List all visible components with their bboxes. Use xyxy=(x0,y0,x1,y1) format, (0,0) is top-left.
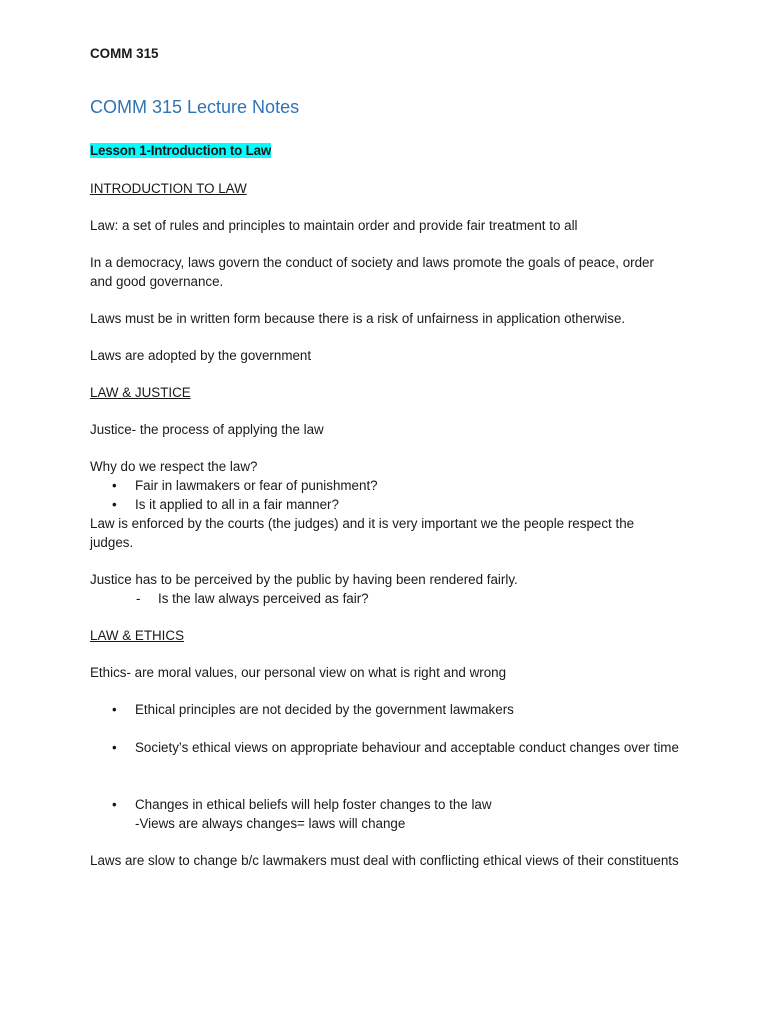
section-heading-ethics: LAW & ETHICS xyxy=(90,628,184,643)
list-item-text: Is it applied to all in a fair manner? xyxy=(135,497,339,512)
paragraph-law-definition: Law: a set of rules and principles to maintain order and provide fair treatment to all xyxy=(90,218,578,233)
subnote-views-change: -Views are always changes= laws will change xyxy=(135,816,406,831)
bullet-icon: • xyxy=(112,740,117,755)
list-item xyxy=(90,700,680,719)
document-body xyxy=(90,44,680,870)
bullet-icon: • xyxy=(112,497,117,512)
section-heading-justice: LAW & JUSTICE xyxy=(90,385,191,400)
list-item-text: Is the law always perceived as fair? xyxy=(158,591,369,606)
list-item xyxy=(90,795,680,814)
paragraph-adopted-by-government: Laws are adopted by the government xyxy=(90,348,312,363)
list-item xyxy=(90,495,680,514)
document-header: COMM 315 xyxy=(90,46,159,61)
list-item xyxy=(90,738,680,757)
paragraph-slow-to-change: Laws are slow to change b/c lawmakers must deal with conflicting ethical views of their constituents xyxy=(90,853,679,868)
dash-list xyxy=(90,589,680,608)
list-item-text: Society’s ethical views on appropriate behaviour and acceptable conduct changes over time xyxy=(135,740,679,755)
paragraph-democracy: In a democracy, laws govern the conduct of society and laws promote the goals of peace, order and good governance. xyxy=(90,255,654,289)
section-heading-introduction: INTRODUCTION TO LAW xyxy=(90,181,247,196)
bullet-list-respect xyxy=(90,476,680,514)
list-item-text: Fair in lawmakers or fear of punishment? xyxy=(135,478,378,493)
bullet-icon: • xyxy=(112,478,117,493)
paragraph-why-respect: Why do we respect the law? xyxy=(90,459,258,474)
paragraph-justice-definition: Justice- the process of applying the law xyxy=(90,422,324,437)
dash-icon: - xyxy=(136,591,141,606)
bullet-icon: • xyxy=(112,797,117,812)
lesson-heading-highlight: Lesson 1-Introduction to Law xyxy=(90,143,272,158)
paragraph-courts: Law is enforced by the courts (the judges) and it is very important we the people respect the judges. xyxy=(90,516,635,550)
paragraph-written-form: Laws must be in written form because there is a risk of unfairness in application otherwise. xyxy=(90,311,626,326)
document-title: COMM 315 Lecture Notes xyxy=(90,97,300,117)
list-item-text: Changes in ethical beliefs will help foster changes to the law xyxy=(135,797,492,812)
paragraph-ethics-definition: Ethics- are moral values, our personal view on what is right and wrong xyxy=(90,665,507,680)
list-item xyxy=(90,476,680,495)
bullet-icon: • xyxy=(112,702,117,717)
bullet-list-ethics xyxy=(90,700,680,814)
list-item-text: Ethical principles are not decided by the government lawmakers xyxy=(135,702,514,717)
paragraph-perceived-fairly: Justice has to be perceived by the public by having been rendered fairly. xyxy=(90,572,518,587)
lesson-heading xyxy=(90,141,680,161)
list-item xyxy=(90,589,680,608)
